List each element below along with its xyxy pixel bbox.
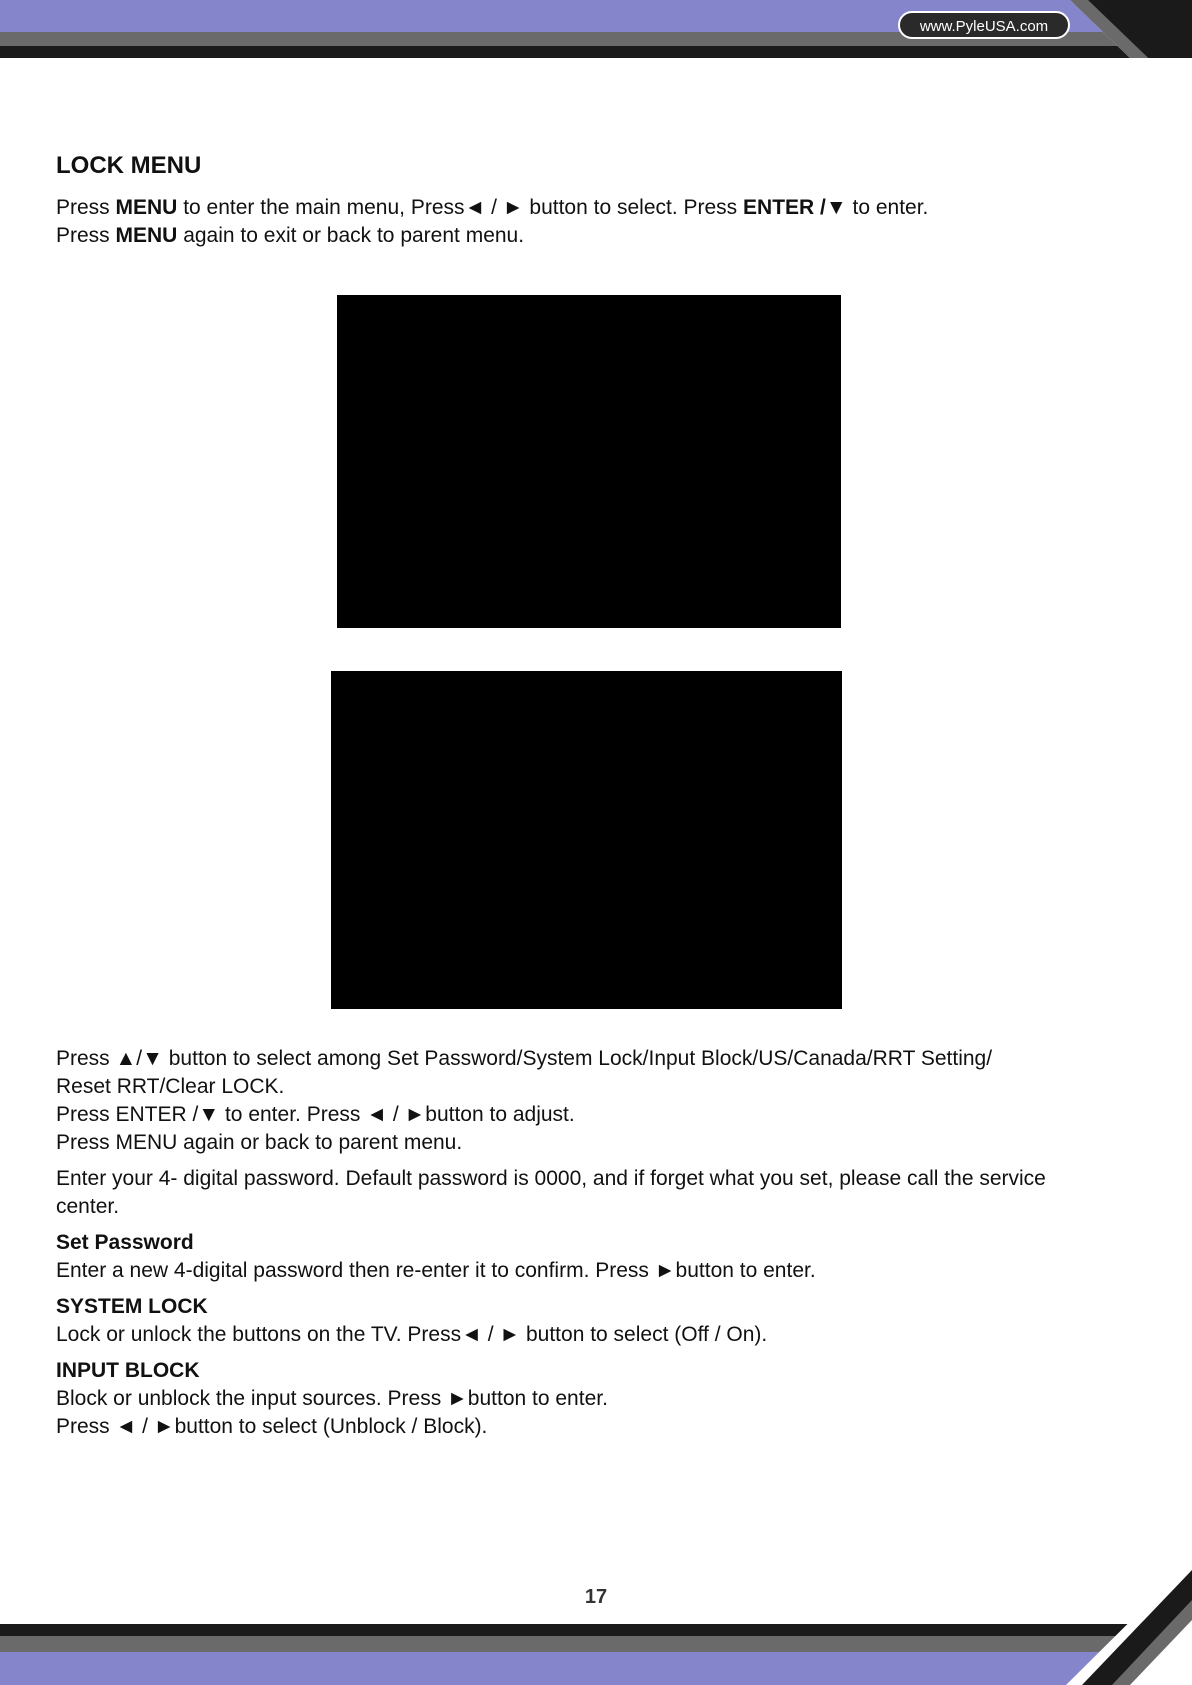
instruction-line: Reset RRT/Clear LOCK. — [56, 1075, 285, 1098]
set-password-text: Enter a new 4-digital password then re-enter it to confirm. Press ►button to enter. — [56, 1259, 816, 1282]
menu-key-label: MENU — [115, 196, 178, 219]
intro-text-part: again to exit or back to parent menu. — [177, 224, 525, 247]
password-note: Enter your 4- digital password. Default password is 0000, and if forget what you set, please call the service — [56, 1167, 1046, 1190]
intro-text-part: to enter. — [846, 196, 929, 219]
page-number: 17 — [584, 1586, 608, 1608]
input-block-text: Block or unblock the input sources. Press ►button to enter. — [56, 1387, 608, 1410]
instruction-line: Press ▲/▼ button to select among Set Password/System Lock/Input Block/US/Canada/RRT Setting/ — [56, 1047, 993, 1070]
set-password-heading: Set Password — [56, 1231, 194, 1254]
input-block-heading: INPUT BLOCK — [56, 1359, 200, 1382]
system-lock-heading: SYSTEM LOCK — [56, 1295, 208, 1318]
instruction-line: Press MENU again or back to parent menu. — [56, 1131, 463, 1154]
instructions-body — [56, 1045, 1136, 1441]
intro-text-part: Press — [56, 224, 116, 247]
menu-key-label: MENU — [115, 224, 178, 247]
system-lock-text: Lock or unlock the buttons on the TV. Press◄ / ► button to select (Off / On). — [56, 1323, 768, 1346]
enter-key-label: ENTER /▼ — [743, 196, 847, 219]
lock-menu-screenshot — [337, 295, 841, 628]
intro-text — [56, 194, 1116, 250]
instruction-line: Press ENTER /▼ to enter. Press ◄ / ►button to adjust. — [56, 1103, 575, 1126]
website-url: www.PyleUSA.com — [898, 11, 1070, 39]
password-screenshot — [331, 671, 842, 1009]
page-title: LOCK MENU — [56, 152, 202, 179]
intro-text-part: Press — [56, 196, 116, 219]
input-block-text: Press ◄ / ►button to select (Unblock / Block). — [56, 1415, 488, 1438]
intro-text-part: to enter the main menu, Press◄ / ► button to select. Press — [177, 196, 744, 219]
footer-corner-decoration — [0, 1560, 1192, 1685]
password-note: center. — [56, 1195, 120, 1218]
